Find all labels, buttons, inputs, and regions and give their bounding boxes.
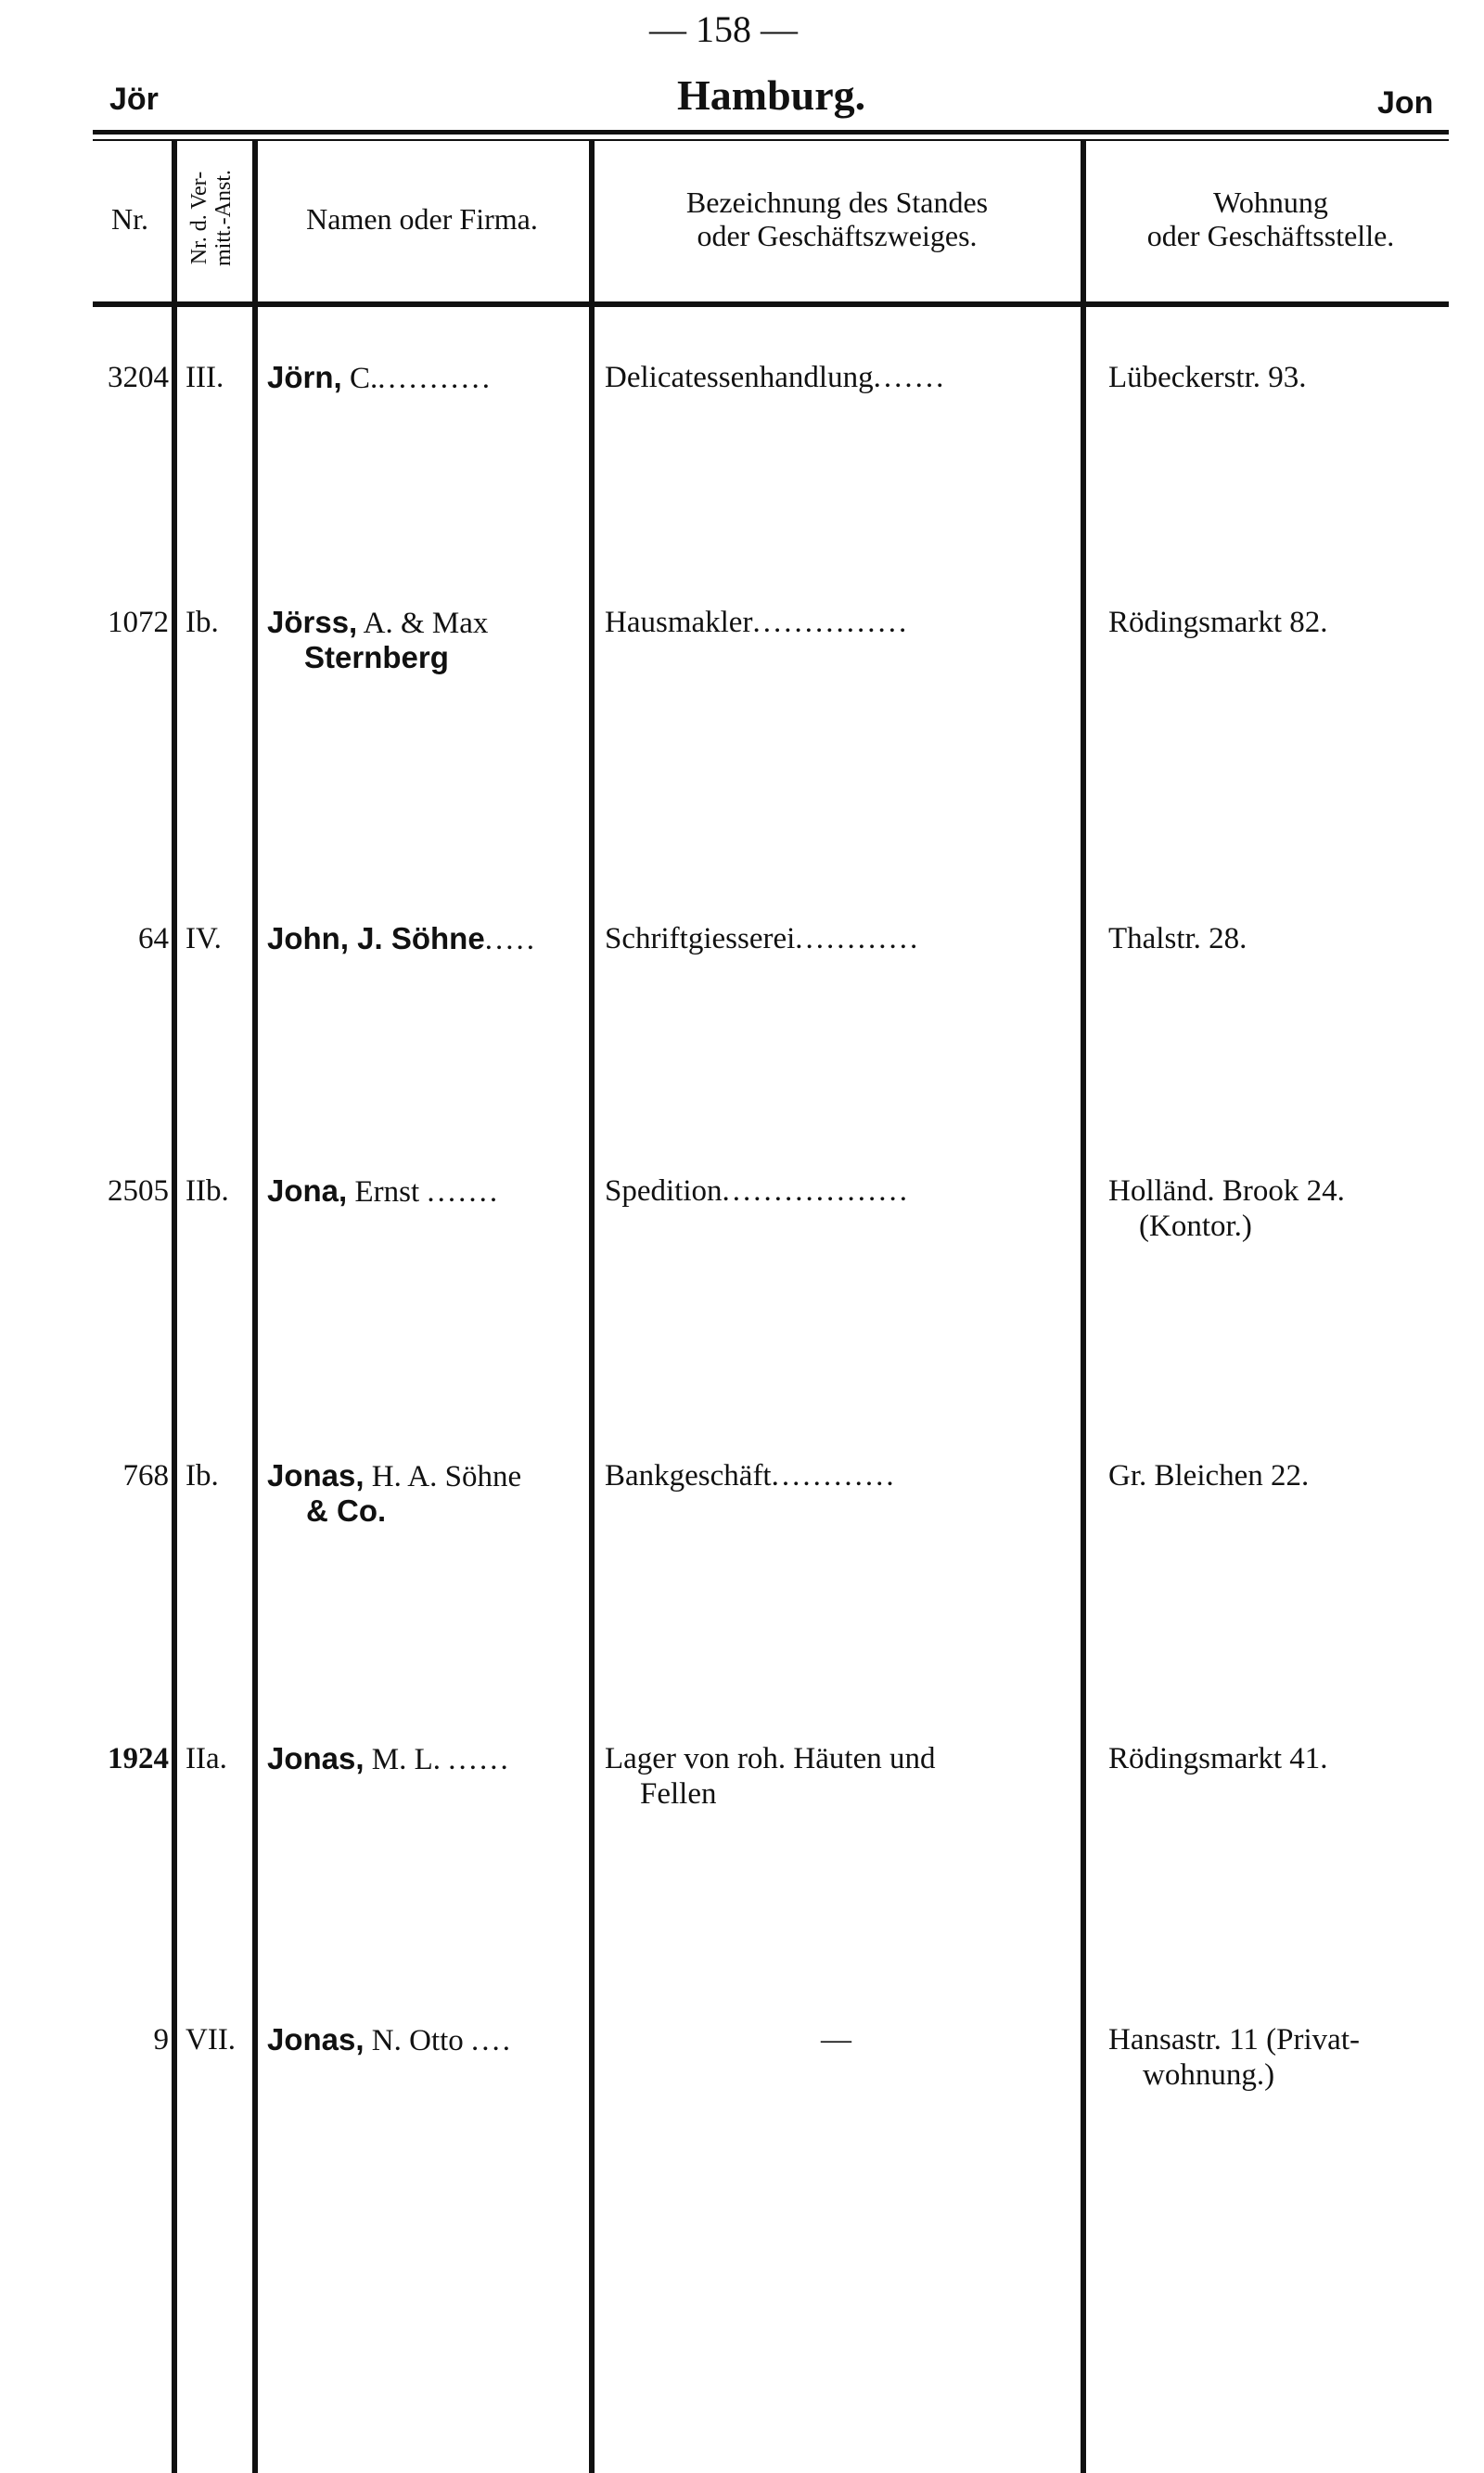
entry-business-dots: .......: [873, 361, 947, 394]
entry-address: Gr. Bleichen 22.: [1108, 1459, 1310, 1493]
entry-address: Hansastr. 11 (Privat-: [1108, 2023, 1360, 2057]
header-address-line2: oder Geschäftsstelle.: [1146, 219, 1395, 252]
entry-name-rest: Ernst: [347, 1175, 420, 1209]
entry-name-line2: [304, 640, 449, 676]
entry-name-bold: Jörss,: [267, 605, 358, 639]
entry-business-dots: ............: [771, 1459, 897, 1493]
header-rule: [93, 301, 1449, 307]
entry-address-line2: (Kontor.): [1139, 1210, 1252, 1243]
entry-name-dots: ......: [448, 1743, 511, 1776]
entry-business-text: Delicatessenhandlung: [605, 361, 874, 394]
entry-nr: 768: [122, 1459, 169, 1493]
entry-address: Holländ. Brook 24.: [1108, 1174, 1345, 1208]
entry-name: [267, 1741, 511, 1777]
entry-name-rest: M. L.: [364, 1743, 441, 1776]
entry-vermitt: IIb.: [186, 1174, 229, 1208]
entry-name-dots: .......: [427, 1175, 501, 1209]
page-number: — 158 —: [649, 8, 798, 50]
header-vermitt-line1: Nr. d. Ver-: [187, 171, 211, 265]
entry-nr: 64: [138, 922, 169, 955]
entry-nr: 2505: [108, 1174, 169, 1208]
entry-business: [605, 605, 909, 640]
entry-vermitt: Ib.: [186, 1459, 219, 1493]
entry-business-text: Bankgeschäft: [605, 1459, 772, 1493]
entry-name-rest: N. Otto: [364, 2024, 464, 2057]
entry-name-rest: A. & Max: [357, 607, 489, 640]
entry-business-text: Schriftgiesserei: [605, 922, 796, 955]
entry-name-dots: ...........: [377, 362, 493, 395]
column-rule-2: [252, 139, 258, 2473]
header-address-line1: Wohnung: [1213, 186, 1328, 219]
entry-nr: 1924: [108, 1742, 169, 1775]
entry-name-line2-bold: Sternberg: [304, 640, 449, 674]
entry-nr: 3204: [108, 361, 169, 394]
entry-name: [267, 921, 537, 957]
entry-address: Rödingsmarkt 41.: [1108, 1742, 1328, 1775]
entry-address: Thalstr. 28.: [1108, 922, 1247, 955]
entry-nr: 1072: [108, 606, 169, 639]
entry-business: [605, 1173, 910, 1209]
entry-nr: 9: [153, 2023, 169, 2057]
entry-business-text: Spedition: [605, 1174, 723, 1208]
entry-business: [605, 360, 946, 395]
column-rule-3: [589, 139, 595, 2473]
entry-name: [267, 605, 488, 641]
running-head-right: Jon: [1377, 85, 1434, 121]
entry-name-dots: ....: [471, 2024, 514, 2057]
header-name: Namen oder Firma.: [306, 202, 538, 236]
header-vermitt: [170, 139, 253, 297]
header-business: [598, 186, 1076, 252]
entry-address: Lübeckerstr. 93.: [1108, 361, 1307, 394]
top-rule-thick: [93, 130, 1449, 135]
entry-vermitt: III.: [186, 361, 224, 394]
header-vermitt-line2: mitt.-Anst.: [211, 169, 236, 267]
column-rule-1: [172, 139, 177, 2473]
entry-business-line2: Fellen: [640, 1777, 717, 1811]
entry-business-dots: ............: [795, 922, 921, 955]
header-business-line1: Bezeichnung des Standes: [685, 186, 989, 219]
entry-name: [267, 2022, 513, 2058]
entry-vermitt: Ib.: [186, 606, 219, 639]
page-title: Hamburg.: [677, 71, 866, 119]
entry-vermitt: VII.: [186, 2023, 237, 2057]
entry-vermitt: IV.: [186, 922, 222, 955]
entry-address: Rödingsmarkt 82.: [1108, 606, 1328, 639]
entry-name-rest: H. A. Söhne: [364, 1460, 522, 1493]
entry-name-bold: John, J. Söhne: [267, 921, 485, 955]
header-business-line2: oder Geschäftszweiges.: [697, 219, 978, 252]
top-rule-thin: [93, 139, 1449, 141]
entry-name-bold: Jona,: [267, 1173, 348, 1208]
entry-name-line2-bold: & Co.: [306, 1493, 387, 1528]
entry-business: [605, 1458, 897, 1493]
column-rule-4: [1081, 139, 1086, 2473]
entry-address-line2: wohnung.): [1143, 2058, 1275, 2092]
entry-name-rest: C.: [341, 362, 378, 395]
entry-business-dash: —: [821, 2023, 851, 2057]
header-vermitt-text: [187, 170, 236, 266]
entry-name-bold: Jonas,: [267, 1741, 365, 1775]
entry-name-bold: Jonas,: [267, 1458, 365, 1493]
entry-business-text: Hausmakler: [605, 606, 753, 639]
entry-business: [605, 921, 920, 956]
entry-business-dots: ..................: [722, 1174, 911, 1208]
entry-name-bold: Jörn,: [267, 360, 342, 394]
running-head-left: Jör: [109, 82, 159, 117]
entry-name-dots: .....: [484, 923, 537, 956]
entry-vermitt: IIa.: [186, 1742, 227, 1775]
entry-business: Lager von roh. Häuten und: [605, 1742, 936, 1775]
entry-name: [267, 360, 493, 396]
entry-name-bold: Jonas,: [267, 2022, 365, 2057]
entry-name: [267, 1458, 521, 1494]
entry-name: [267, 1173, 500, 1210]
entry-name-line2: [306, 1493, 386, 1530]
header-address: [1090, 186, 1452, 252]
entry-business-dots: ...............: [752, 606, 910, 639]
header-nr: Nr.: [111, 202, 148, 236]
